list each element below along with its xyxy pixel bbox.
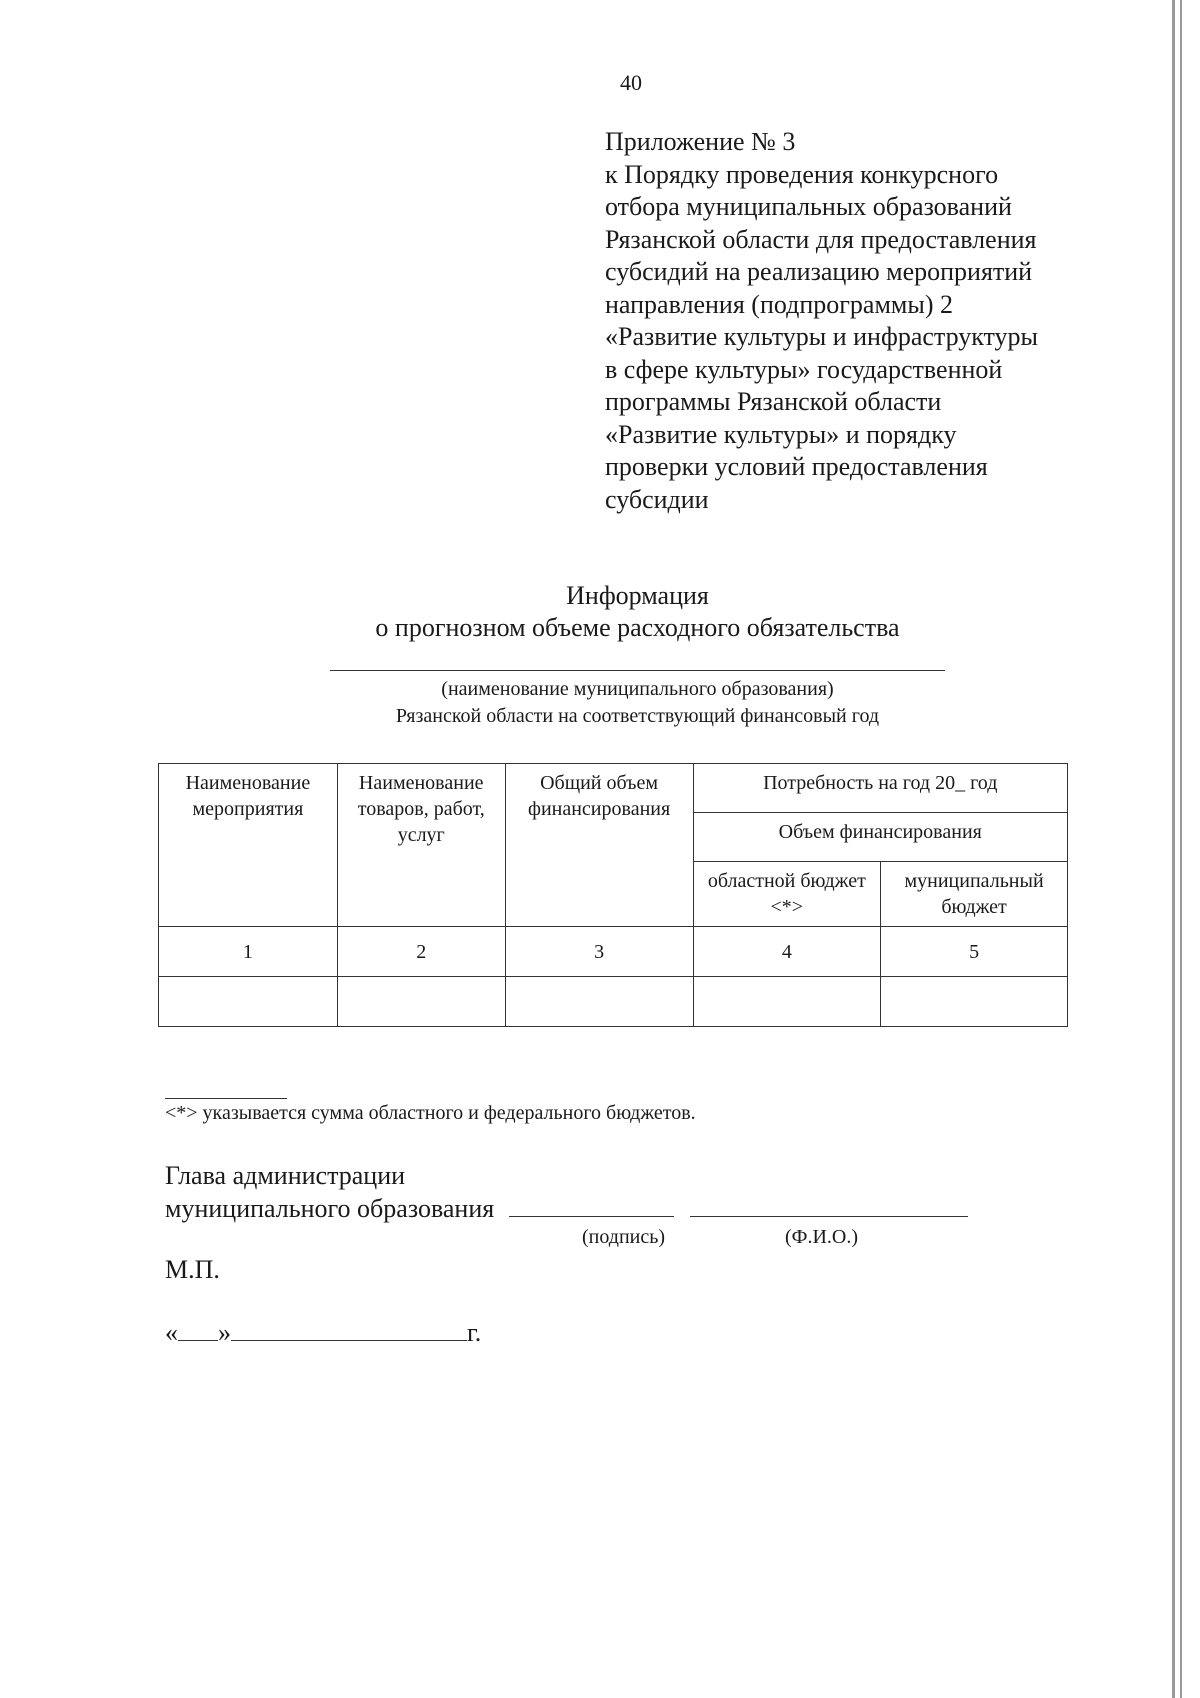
table-cell <box>337 977 505 1027</box>
column-number: 2 <box>337 927 505 977</box>
municipality-name-line <box>330 670 945 671</box>
table-cell <box>881 977 1068 1027</box>
table-row <box>159 977 1068 1027</box>
signature-title-line-1: Глава администрации <box>165 1161 406 1190</box>
signature-block <box>165 1160 968 1225</box>
appendix-line: в сфере культуры» государственной <box>605 354 1003 384</box>
column-number: 3 <box>505 927 693 977</box>
appendix-line: «Развитие культуры и инфраструктуры <box>605 322 1039 351</box>
footnote: <*> указывается сумма областного и федерального бюджетов. <box>165 1102 696 1124</box>
footnote-rule <box>165 1098 287 1099</box>
header-total: Общий объем финансирования <box>505 764 693 927</box>
scan-edge-left <box>1172 0 1175 1698</box>
appendix-line: Приложение № 3 <box>605 127 796 156</box>
table-cell <box>505 977 693 1027</box>
appendix-line: проверки условий предоставления <box>605 452 988 481</box>
signature-title-row <box>165 1192 968 1225</box>
header-activity: Наименование мероприятия <box>159 764 338 927</box>
appendix-line: программы Рязанской области <box>605 387 942 416</box>
year-suffix: г. <box>467 1318 482 1347</box>
date-open-quote: « <box>165 1318 178 1347</box>
appendix-line: к Порядку проведения конкурсного <box>605 159 999 189</box>
header-regional-budget: областной бюджет <*> <box>693 862 881 927</box>
appendix-line: субсидий на реализацию мероприятий <box>605 257 1033 286</box>
appendix-line: субсидии <box>605 484 709 514</box>
column-number: 4 <box>693 927 881 977</box>
date-line <box>165 1318 481 1348</box>
table-cell <box>693 977 881 1027</box>
table-row <box>159 927 1068 977</box>
day-blank <box>178 1318 218 1341</box>
appendix-line: «Развитие культуры» и порядку <box>605 419 957 449</box>
column-number: 5 <box>881 927 1068 977</box>
municipality-caption-block <box>0 676 1200 730</box>
table-cell <box>159 977 338 1027</box>
appendix-line: направления (подпрограммы) 2 <box>605 289 954 319</box>
appendix-header <box>605 126 1095 516</box>
region-caption: Рязанской области на соответствующий финансовый год <box>395 705 880 727</box>
scan-edge-right <box>1180 0 1182 1698</box>
date-close-quote: » <box>218 1318 231 1347</box>
document-title <box>0 580 1200 644</box>
title-line-1: Информация <box>566 581 709 610</box>
page-number: 40 <box>620 70 642 95</box>
header-goods: Наименование товаров, работ, услуг <box>337 764 505 927</box>
header-municipal-budget: муниципальный бюджет <box>881 862 1068 927</box>
signature-line <box>509 1192 674 1217</box>
appendix-line: Рязанской области для предоставления <box>605 224 1037 254</box>
municipality-caption: (наименование муниципального образования) <box>441 678 834 700</box>
title-line-2: о прогнозном объеме расходного обязательства <box>375 613 900 642</box>
signature-title-line-2: муниципального образования <box>165 1194 495 1223</box>
column-number: 1 <box>159 927 338 977</box>
stamp-label: М.П. <box>165 1255 220 1284</box>
budget-table <box>158 763 1068 1027</box>
header-funding: Объем финансирования <box>693 813 1068 862</box>
name-caption: (Ф.И.О.) <box>785 1226 859 1248</box>
name-line <box>690 1192 968 1217</box>
month-year-blank <box>231 1318 467 1341</box>
table-header-row <box>159 764 1068 813</box>
signature-caption: (подпись) <box>582 1226 666 1248</box>
header-need: Потребность на год 20_ год <box>693 764 1068 813</box>
appendix-line: отбора муниципальных образований <box>605 192 1012 221</box>
